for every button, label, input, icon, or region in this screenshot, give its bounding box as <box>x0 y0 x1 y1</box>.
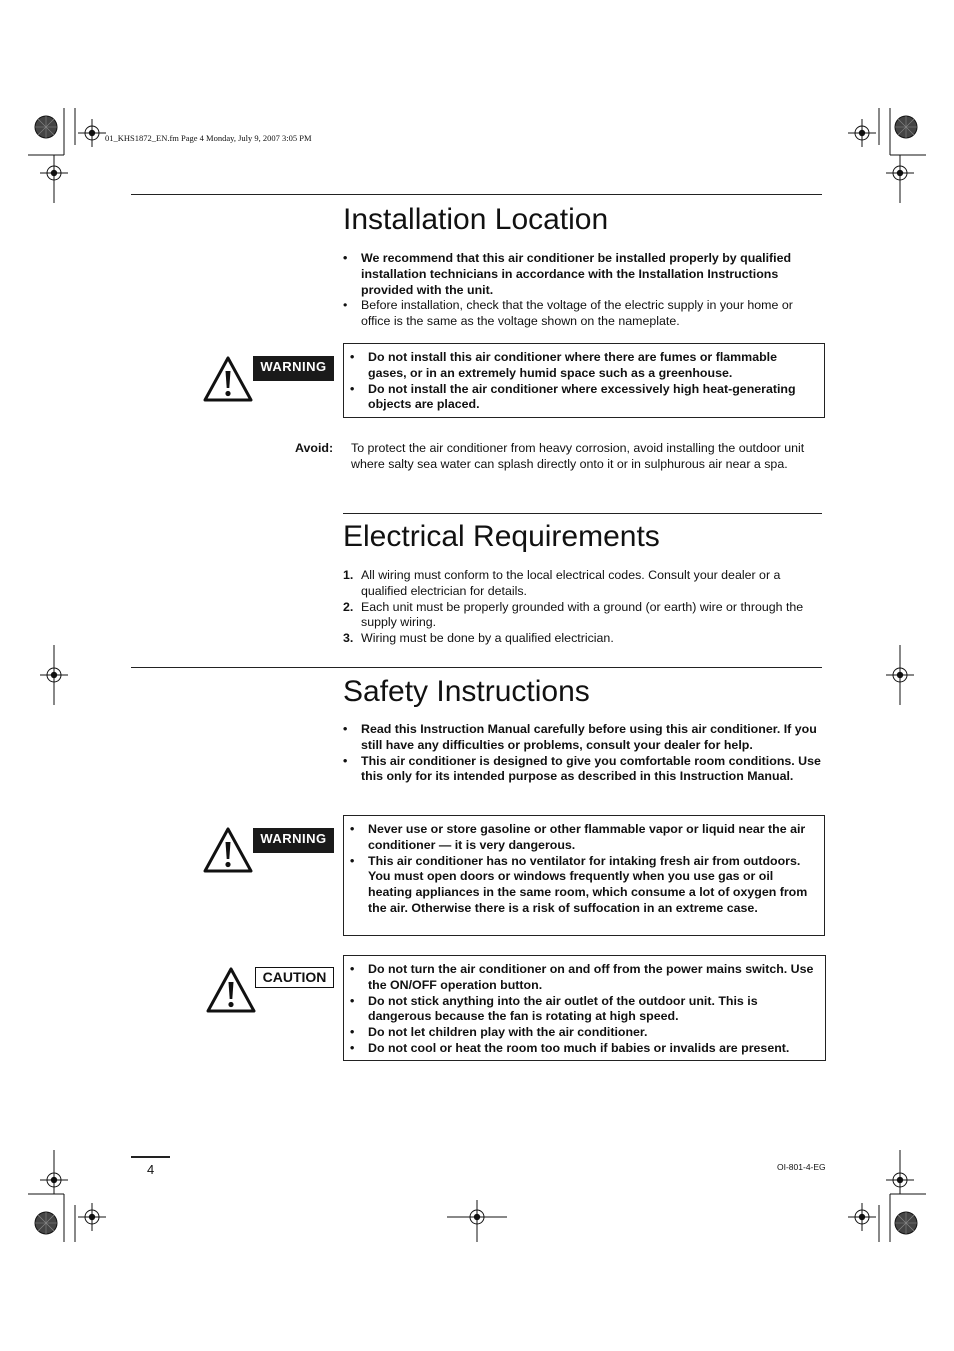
list-item: 1. All wiring must conform to the local electrical codes. Consult your dealer or a qualified electrician for details. <box>343 568 781 598</box>
list-item: • Do not stick anything into the air outlet of the outdoor unit. This is dangerous because the fan is rotating at high speed. <box>350 994 817 1026</box>
list-item: • This air conditioner is designed to give you comfortable room conditions. Use this only for its intended purpose as described in this Instruction Manual. <box>343 754 821 786</box>
avoid-text: To protect the air conditioner from heavy corrosion, avoid installing the outdoor unit where salty sea water can splash directly onto it or in sulphurous air near a spa. <box>351 441 805 471</box>
footer-rule <box>131 1156 170 1158</box>
registration-mark-icon <box>78 119 106 147</box>
section-title-electrical: Electrical Requirements <box>343 520 660 553</box>
warning-label: WARNING <box>253 356 334 381</box>
registration-mark-icon <box>848 119 876 147</box>
avoid-label: Avoid: <box>295 441 334 455</box>
section-title-installation: Installation Location <box>343 203 609 236</box>
page-number: 4 <box>147 1162 155 1177</box>
color-target-icon <box>895 1212 917 1234</box>
warning-box <box>343 815 825 936</box>
list-item: • Before installation, check that the voltage of the electric supply in your home or office is the same as the voltage shown on the nameplate. <box>343 298 821 330</box>
section-divider <box>131 194 822 195</box>
warning-triangle-icon <box>202 826 254 874</box>
section-divider <box>343 513 822 514</box>
list-item: • Do not cool or heat the room too much if babies or invalids are present. <box>350 1041 817 1057</box>
list-item: • This air conditioner has no ventilator for intaking fresh air from outdoors. You must open doors or windows frequently when you use gas or oil heating appliances in the same room, which consume a lot of oxygen from the air. Otherwise there is a risk of suffocation in an extreme case. <box>350 854 816 917</box>
document-code: OI-801-4-EG <box>777 1162 826 1172</box>
warning-label: WARNING <box>253 828 334 853</box>
registration-mark-icon <box>78 1203 106 1231</box>
list-item: • Do not install this air conditioner where there are fumes or flammable gases, or in an extremely humid space such as a greenhouse. <box>350 350 816 382</box>
caution-box <box>343 955 826 1061</box>
registration-mark-icon <box>848 1203 876 1231</box>
warning-triangle-icon <box>202 355 254 403</box>
warning-box <box>343 343 825 418</box>
warning-triangle-icon <box>205 966 257 1014</box>
caution-label: CAUTION <box>255 967 334 988</box>
print-file-info: 01_KHS1872_EN.fm Page 4 Monday, July 9, 2007 3:05 PM <box>105 133 312 143</box>
section-title-safety: Safety Instructions <box>343 675 590 708</box>
list-item: • Do not install the air conditioner where excessively high heat-generating objects are placed. <box>350 382 816 414</box>
safety-bullets <box>343 722 821 785</box>
color-target-icon <box>35 1212 57 1234</box>
list-item: • Read this Instruction Manual carefully before using this air conditioner. If you still have any difficulties or problems, consult your dealer for help. <box>343 722 821 754</box>
section-divider <box>131 667 822 668</box>
list-item: • Never use or store gasoline or other flammable vapor or liquid near the air conditioner — it is very dangerous. <box>350 822 816 854</box>
color-target-icon <box>895 116 917 138</box>
list-item: • We recommend that this air conditioner be installed properly by qualified installation technicians in accordance with the Installation Instructions provided with the unit. <box>343 251 821 298</box>
list-item: • Do not let children play with the air conditioner. <box>350 1025 817 1041</box>
electrical-list <box>343 568 821 647</box>
installation-bullets <box>343 251 821 330</box>
list-item: • Do not turn the air conditioner on and off from the power mains switch. Use the ON/OFF operation button. <box>350 962 817 994</box>
list-item: 2. Each unit must be properly grounded with a ground (or earth) wire or through the supply wiring. <box>343 599 804 630</box>
color-target-icon <box>35 116 57 138</box>
list-item: 3. Wiring must be done by a qualified electrician. <box>343 631 614 646</box>
